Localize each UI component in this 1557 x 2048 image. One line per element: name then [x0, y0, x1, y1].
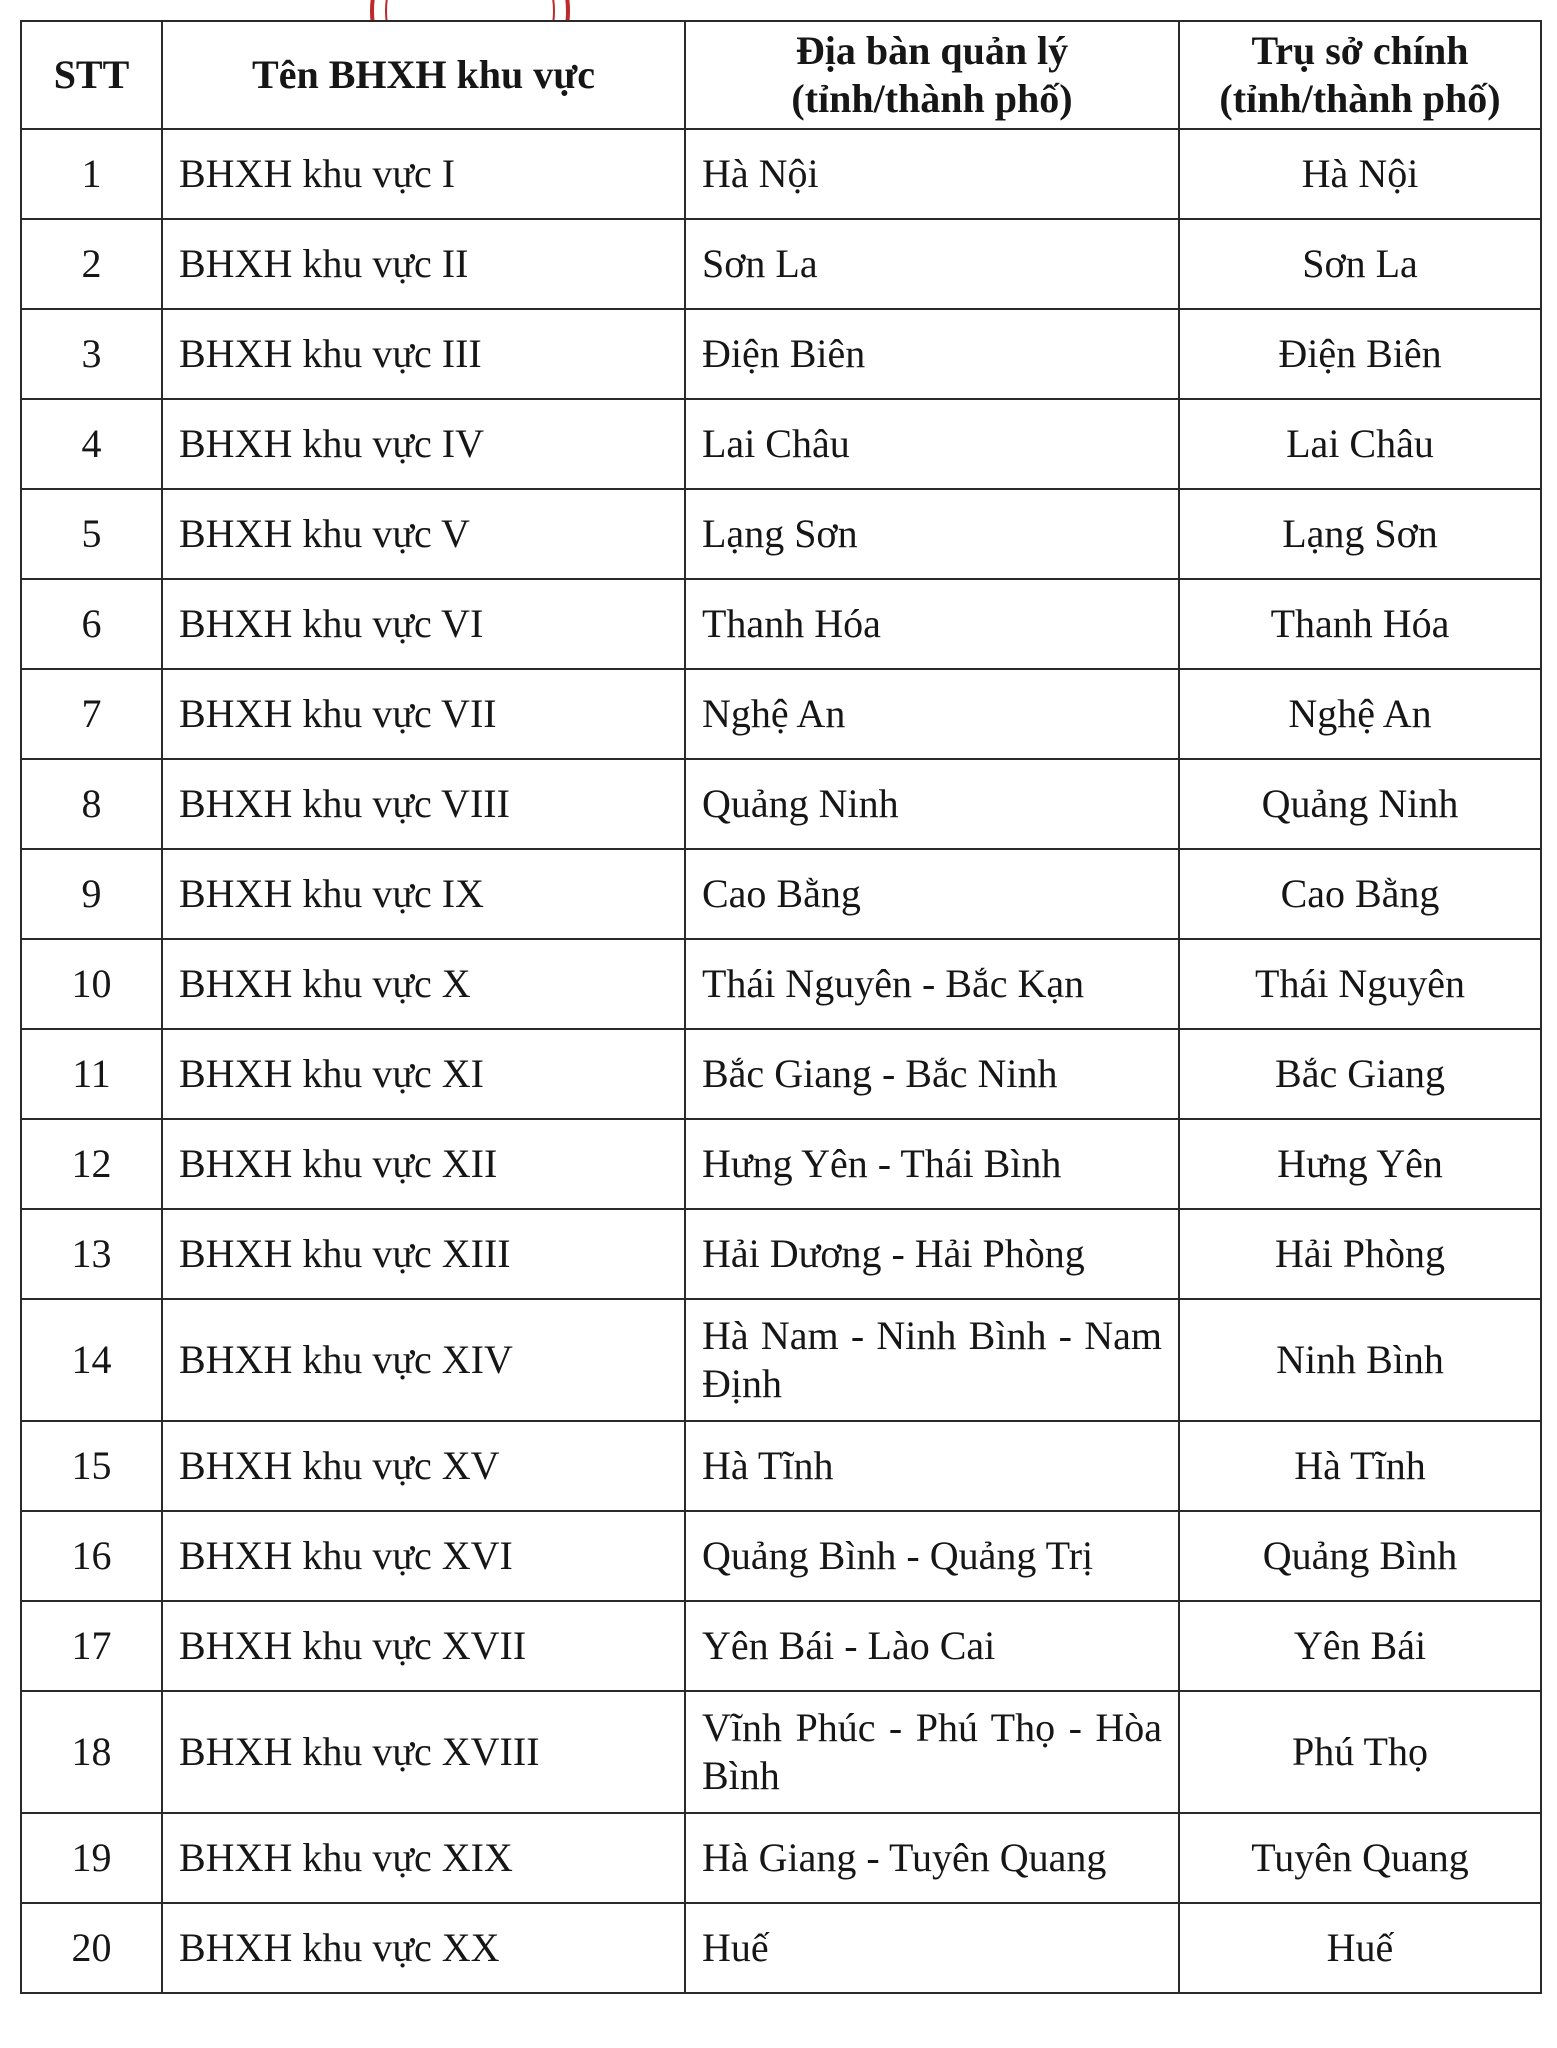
row-area: Hà Tĩnh	[685, 1421, 1179, 1511]
row-area: Điện Biên	[685, 309, 1179, 399]
row-hq: Bắc Giang	[1179, 1029, 1541, 1119]
table-row	[21, 1299, 1541, 1421]
row-area: Hà Giang - Tuyên Quang	[685, 1813, 1179, 1903]
row-stt: 18	[21, 1691, 162, 1813]
row-stt: 11	[21, 1029, 162, 1119]
row-hq: Quảng Ninh	[1179, 759, 1541, 849]
row-hq: Lạng Sơn	[1179, 489, 1541, 579]
row-name: BHXH khu vực V	[162, 489, 685, 579]
row-area: Huế	[685, 1903, 1179, 1993]
row-name: BHXH khu vực VI	[162, 579, 685, 669]
table-row	[21, 849, 1541, 939]
official-seal	[335, 0, 605, 22]
table-row	[21, 309, 1541, 399]
row-stt: 15	[21, 1421, 162, 1511]
row-name: BHXH khu vực VII	[162, 669, 685, 759]
row-hq: Tuyên Quang	[1179, 1813, 1541, 1903]
header-row	[21, 21, 1541, 129]
row-hq: Ninh Bình	[1179, 1299, 1541, 1421]
row-name: BHXH khu vực IV	[162, 399, 685, 489]
table-row	[21, 219, 1541, 309]
row-name: BHXH khu vực XV	[162, 1421, 685, 1511]
row-hq: Thanh Hóa	[1179, 579, 1541, 669]
row-name: BHXH khu vực II	[162, 219, 685, 309]
table-row	[21, 1903, 1541, 1993]
row-area: Lạng Sơn	[685, 489, 1179, 579]
row-area: Vĩnh Phúc - Phú Thọ - Hòa Bình	[685, 1691, 1179, 1813]
row-hq: Phú Thọ	[1179, 1691, 1541, 1813]
row-hq: Huế	[1179, 1903, 1541, 1993]
table-row	[21, 1511, 1541, 1601]
row-hq: Sơn La	[1179, 219, 1541, 309]
header-area: Địa bàn quản lý (tỉnh/thành phố)	[685, 21, 1179, 129]
row-name: BHXH khu vực I	[162, 129, 685, 219]
red-seal-star-icon	[335, 0, 605, 22]
table-row	[21, 1119, 1541, 1209]
row-name: BHXH khu vực IX	[162, 849, 685, 939]
row-name: BHXH khu vực XIII	[162, 1209, 685, 1299]
row-stt: 6	[21, 579, 162, 669]
row-stt: 7	[21, 669, 162, 759]
row-hq: Lai Châu	[1179, 399, 1541, 489]
row-name: BHXH khu vực XX	[162, 1903, 685, 1993]
row-area: Thái Nguyên - Bắc Kạn	[685, 939, 1179, 1029]
row-hq: Hải Phòng	[1179, 1209, 1541, 1299]
row-stt: 4	[21, 399, 162, 489]
row-hq: Hà Tĩnh	[1179, 1421, 1541, 1511]
row-name: BHXH khu vực XII	[162, 1119, 685, 1209]
row-area: Bắc Giang - Bắc Ninh	[685, 1029, 1179, 1119]
row-name: BHXH khu vực III	[162, 309, 685, 399]
row-stt: 19	[21, 1813, 162, 1903]
table-row	[21, 489, 1541, 579]
table-row	[21, 129, 1541, 219]
row-stt: 10	[21, 939, 162, 1029]
row-hq: Hà Nội	[1179, 129, 1541, 219]
row-hq: Yên Bái	[1179, 1601, 1541, 1691]
row-name: BHXH khu vực XVIII	[162, 1691, 685, 1813]
row-name: BHXH khu vực VIII	[162, 759, 685, 849]
row-stt: 13	[21, 1209, 162, 1299]
row-area: Cao Bằng	[685, 849, 1179, 939]
table-row	[21, 1691, 1541, 1813]
row-stt: 1	[21, 129, 162, 219]
row-area: Quảng Bình - Quảng Trị	[685, 1511, 1179, 1601]
row-area: Nghệ An	[685, 669, 1179, 759]
table-row	[21, 1421, 1541, 1511]
row-hq: Thái Nguyên	[1179, 939, 1541, 1029]
table-row	[21, 1029, 1541, 1119]
row-area: Quảng Ninh	[685, 759, 1179, 849]
row-stt: 5	[21, 489, 162, 579]
row-area: Lai Châu	[685, 399, 1179, 489]
header-hq: Trụ sở chính (tỉnh/thành phố)	[1179, 21, 1541, 129]
row-hq: Hưng Yên	[1179, 1119, 1541, 1209]
row-name: BHXH khu vực XIV	[162, 1299, 685, 1421]
row-stt: 16	[21, 1511, 162, 1601]
table-row	[21, 399, 1541, 489]
row-stt: 17	[21, 1601, 162, 1691]
row-name: BHXH khu vực X	[162, 939, 685, 1029]
table-row	[21, 759, 1541, 849]
table-row	[21, 1813, 1541, 1903]
row-area: Hưng Yên - Thái Bình	[685, 1119, 1179, 1209]
row-name: BHXH khu vực XI	[162, 1029, 685, 1119]
table-row	[21, 1601, 1541, 1691]
row-hq: Cao Bằng	[1179, 849, 1541, 939]
table-row	[21, 669, 1541, 759]
row-area: Hà Nam - Ninh Bình - Nam Định	[685, 1299, 1179, 1421]
regional-offices-table	[20, 20, 1542, 1994]
row-area: Hải Dương - Hải Phòng	[685, 1209, 1179, 1299]
row-hq: Điện Biên	[1179, 309, 1541, 399]
table-row	[21, 579, 1541, 669]
row-name: BHXH khu vực XIX	[162, 1813, 685, 1903]
row-stt: 9	[21, 849, 162, 939]
row-stt: 2	[21, 219, 162, 309]
row-name: BHXH khu vực XVII	[162, 1601, 685, 1691]
row-area: Hà Nội	[685, 129, 1179, 219]
table-row	[21, 1209, 1541, 1299]
row-area: Thanh Hóa	[685, 579, 1179, 669]
header-name: Tên BHXH khu vực	[162, 21, 685, 129]
row-stt: 8	[21, 759, 162, 849]
row-stt: 3	[21, 309, 162, 399]
row-name: BHXH khu vực XVI	[162, 1511, 685, 1601]
row-hq: Nghệ An	[1179, 669, 1541, 759]
row-stt: 20	[21, 1903, 162, 1993]
table-row	[21, 939, 1541, 1029]
row-area: Sơn La	[685, 219, 1179, 309]
header-stt: STT	[21, 21, 162, 129]
row-area: Yên Bái - Lào Cai	[685, 1601, 1179, 1691]
row-hq: Quảng Bình	[1179, 1511, 1541, 1601]
row-stt: 12	[21, 1119, 162, 1209]
row-stt: 14	[21, 1299, 162, 1421]
